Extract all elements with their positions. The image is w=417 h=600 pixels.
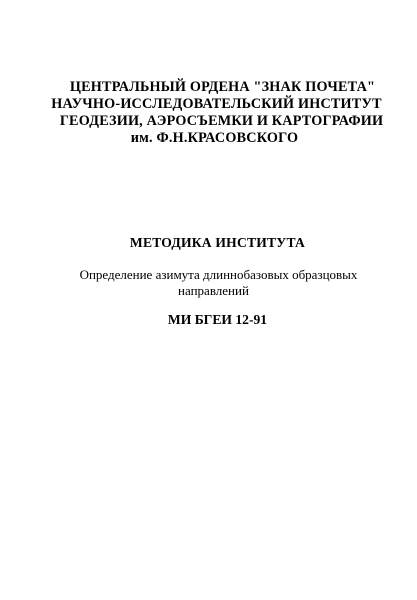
organization-line-3: ГЕОДЕЗИИ, АЭРОСЪЕМКИ И КАРТОГРАФИИ <box>59 113 384 129</box>
document-code: МИ БГЕИ 12-91 <box>167 312 268 327</box>
document-title-line-2: направлений <box>178 283 249 298</box>
organization-line-1: ЦЕНТРАЛЬНЫЙ ОРДЕНА "ЗНАК ПОЧЕТА" <box>69 79 376 95</box>
document-type-heading: МЕТОДИКА ИНСТИТУТА <box>129 235 306 250</box>
organization-line-4: им. Ф.Н.КРАСОВСКОГО <box>130 130 299 146</box>
document-title <box>0 267 417 299</box>
organization-line-2: НАУЧНО-ИССЛЕДОВАТЕЛЬСКИЙ ИНСТИТУТ <box>51 96 382 112</box>
document-title-line-1: Определение азимута длиннобазовых образцовых <box>79 267 358 282</box>
organization-name <box>0 79 417 147</box>
